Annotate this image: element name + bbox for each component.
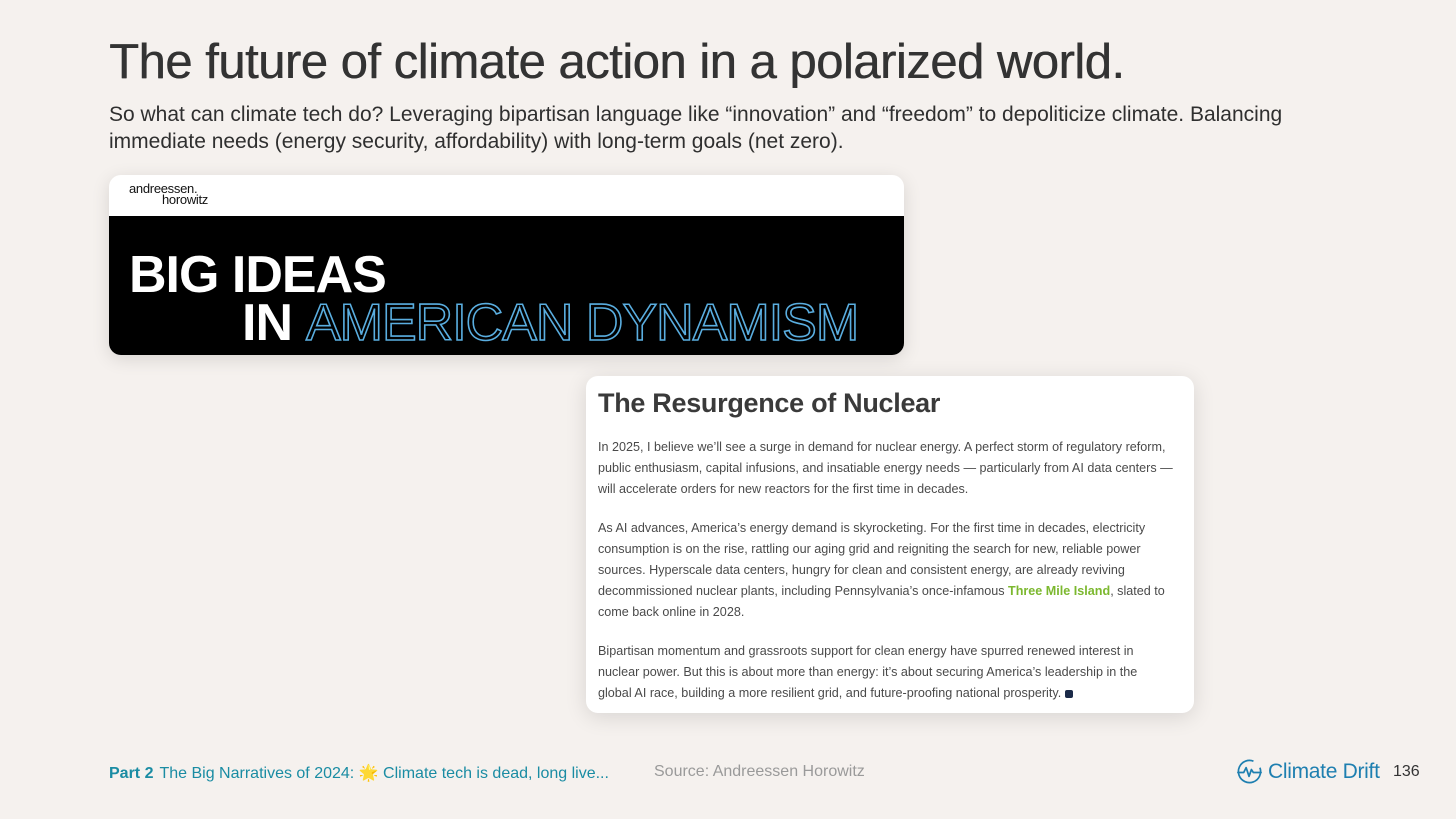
slide-subtitle: So what can climate tech do? Leveraging bipartisan language like “innovation” and “freedom” to depoliticize climate. Balancing immediate needs (energy security, affordability) with long-term goals (net zero). <box>109 103 1283 153</box>
headline-line-2 <box>242 294 858 352</box>
headline-line-1: BIG IDEAS <box>129 246 386 304</box>
climate-drift-brand <box>1236 758 1380 785</box>
source-note: Source: Andreessen Horowitz <box>654 763 865 780</box>
slide-title: The future of climate action in a polarized world. <box>109 35 1125 89</box>
footer-section-label <box>109 763 609 783</box>
headline-in: IN <box>242 294 292 352</box>
brand-name: Climate Drift <box>1268 759 1380 783</box>
article-paragraph-1: In 2025, I believe we’ll see a surge in demand for nuclear energy. A perfect storm of regulatory reform, public enthusiasm, capital infusions, and insatiable energy needs — particularly from AI data centers — will accelerate orders for new reactors for the first time in decades. <box>598 440 1173 496</box>
article-paragraph-2 <box>598 518 1173 623</box>
article-body <box>598 437 1173 722</box>
paragraph-3-text: Bipartisan momentum and grassroots support for clean energy have spurred renewed interest in nuclear power. But this is about more than energy: it’s about securing America’s leadership in the global AI race, building a more resilient grid, and future-proofing national prosperity. <box>598 644 1138 700</box>
article-title: The Resurgence of Nuclear <box>598 388 941 418</box>
paragraph-2-text-start: As AI advances, America’s energy demand is skyrocketing. For the first time in decades, electricity consumption is on the rise, rattling our aging grid and reigniting the search for new, reliable power sources. Hyperscale data centers, hungry for clean and consistent energy, are already reviving decommissioned nuclear plants, including Pennsylvania’s once-infamous <box>598 521 1146 598</box>
andreessen-horowitz-logo <box>129 183 208 205</box>
a16z-banner-card <box>109 175 904 355</box>
logo-line-1: andreessen. <box>129 181 198 196</box>
banner-header <box>109 175 904 216</box>
end-mark-icon <box>1065 690 1073 698</box>
three-mile-island-link[interactable]: Three Mile Island <box>1008 584 1111 598</box>
nuclear-article-card <box>586 376 1194 713</box>
banner-hero <box>109 216 904 355</box>
paragraph-2-text-end: , slated to come back online in 2028. <box>598 584 1165 619</box>
part-label: Part 2 <box>109 765 154 782</box>
wave-globe-icon <box>1236 758 1263 785</box>
page-number: 136 <box>1393 763 1420 780</box>
headline-outline-text: AMERICAN DYNAMISM <box>306 294 859 352</box>
article-paragraph-3 <box>598 641 1173 704</box>
logo-line-2: horowitz <box>162 192 209 207</box>
part-title: The Big Narratives of 2024: 🌟 Climate tech is dead, long live... <box>159 765 609 782</box>
